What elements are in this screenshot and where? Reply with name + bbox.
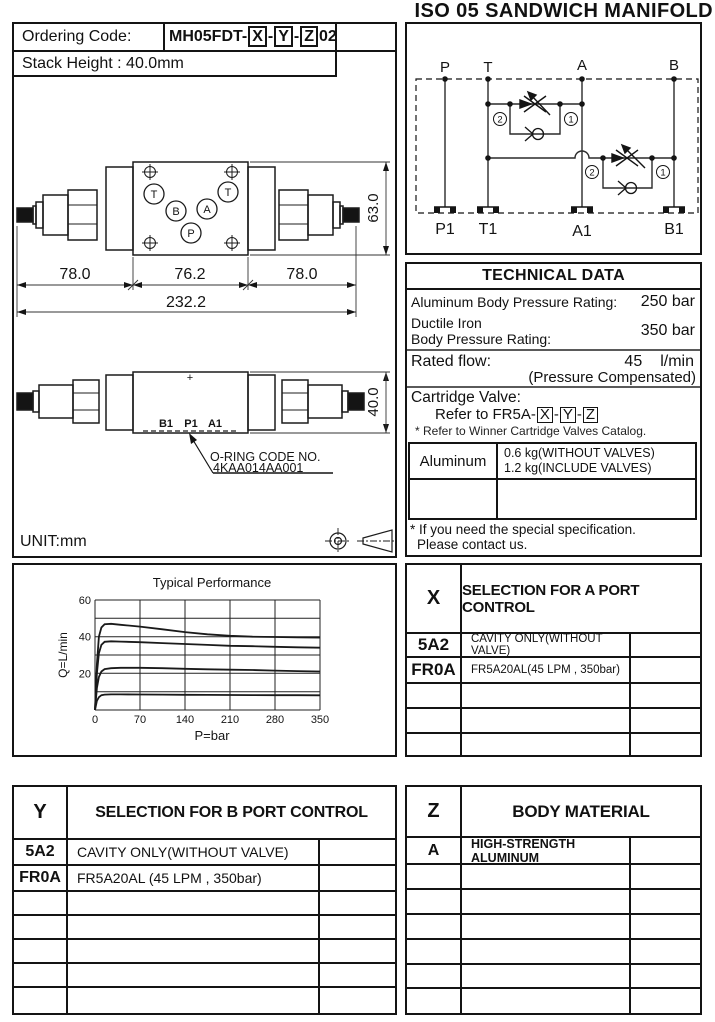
code-suffix: 02 (319, 28, 337, 45)
label-a1: A1 (572, 223, 592, 240)
performance-chart-plot (14, 565, 395, 755)
empty-cell (410, 480, 498, 518)
weight-line1: 0.6 kg(WITHOUT VALVES) (504, 446, 655, 460)
empty-cell (14, 964, 68, 988)
manifold-boundary (416, 79, 698, 213)
port-b: B (172, 206, 180, 218)
option-desc: FR5A20AL (45 LPM , 350bar) (68, 866, 320, 892)
empty-cell (407, 940, 462, 965)
weight-values-cell (498, 444, 695, 480)
option-desc: FR5A20AL(45 LPM , 350bar) (462, 658, 631, 684)
empty-cell (631, 940, 700, 965)
option-code: A (407, 838, 462, 865)
option-code: FR0A (14, 866, 68, 892)
label-p1: P1 (435, 221, 455, 238)
code-sep: - (267, 28, 274, 45)
empty-cell (462, 915, 631, 940)
empty-cell (631, 734, 700, 755)
ordering-code-row (12, 22, 397, 52)
aluminum-rating-label: Aluminum Body Pressure Rating: (411, 294, 618, 310)
option-code: FR0A (407, 658, 462, 684)
ductile-rating-value: 350 bar (640, 322, 695, 339)
body-material-table (405, 785, 702, 1015)
throttle-valve-b-icon (612, 145, 645, 168)
code-y-box: Y (274, 26, 293, 47)
empty-cell (462, 890, 631, 915)
empty-cell (68, 892, 320, 916)
empty-cell (68, 940, 320, 964)
x-tick-label: 140 (175, 714, 195, 726)
chart-xlabel: P=bar (194, 728, 230, 743)
note-line1: * If you need the special specification. (410, 522, 636, 537)
empty-cell (631, 838, 700, 865)
port-t-left: T (150, 189, 158, 201)
ordering-code-label: Ordering Code: (14, 24, 165, 50)
special-spec-note (410, 522, 636, 552)
empty-cell (407, 865, 462, 890)
selection-x-table (405, 563, 702, 757)
projection-symbol-icon (325, 528, 395, 554)
note-line2: Please contact us. (417, 537, 528, 552)
schematic-port-labels-bottom (435, 221, 684, 240)
x-tick-label: 350 (310, 714, 330, 726)
top-view-port-labels (151, 187, 232, 240)
schematic-panel (405, 22, 702, 255)
top-view-drawing (17, 162, 359, 255)
selection-x-header: SELECTION FOR A PORT CONTROL (462, 565, 700, 634)
y-tick-label: 40 (78, 631, 91, 644)
empty-cell (320, 988, 395, 1013)
dim-232-2: 232.2 (165, 294, 207, 311)
chart-ylabel: Q=L/min (56, 632, 70, 678)
cartridge-refer-line (435, 406, 599, 423)
cart-sep: - (553, 406, 559, 423)
empty-cell (320, 940, 395, 964)
plus-mark: + (186, 372, 194, 384)
empty-cell (407, 734, 462, 755)
empty-cell (407, 890, 462, 915)
empty-cell (320, 866, 395, 892)
chart-curve-setting-23-lpm (95, 668, 320, 710)
label-p: P (439, 59, 451, 76)
stack-height-row: Stack Height : 40.0mm (12, 52, 337, 77)
o-ring-title: O-RING CODE NO. (210, 450, 321, 464)
outline-drawing (14, 24, 395, 556)
option-code: 5A2 (14, 840, 68, 866)
empty-cell (337, 24, 395, 50)
empty-cell (407, 989, 462, 1013)
performance-chart-panel (12, 563, 397, 757)
right-adjuster-stub (343, 208, 359, 222)
ductile-label-line2: Body Pressure Rating: (411, 331, 552, 347)
option-code: 5A2 (407, 634, 462, 658)
selection-x-code: X (407, 565, 462, 634)
chart-curve-setting-8-lpm (95, 694, 320, 710)
flow-lines (445, 79, 674, 207)
page-title: ISO 05 SANDWICH MANIFOLD (414, 0, 713, 22)
code-prefix: MH05FDT- (169, 28, 248, 45)
valve-b-port1: 1 (660, 167, 666, 179)
code-sep: - (293, 28, 300, 45)
technical-data-header: TECHNICAL DATA (407, 264, 700, 290)
empty-cell (631, 709, 700, 734)
empty-cell (407, 965, 462, 989)
flow-note: (Pressure Compensated) (528, 369, 696, 386)
empty-cell (631, 634, 700, 658)
label-b: B (668, 57, 680, 74)
empty-cell (631, 865, 700, 890)
o-ring-code: 4KAA014AA001 (213, 461, 304, 475)
label-b1: B1 (664, 221, 684, 238)
cartridge-footnote: * Refer to Winner Cartridge Valves Catalog. (415, 424, 647, 438)
empty-cell (631, 915, 700, 940)
cart-z-box: Z (583, 407, 598, 423)
hydraulic-schematic (407, 24, 700, 253)
dim-78-left: 78.0 (59, 266, 91, 283)
outline-drawing-panel (12, 22, 397, 558)
chart-grid (95, 600, 320, 710)
rated-flow-label: Rated flow: (411, 352, 492, 370)
selection-y-header: SELECTION FOR B PORT CONTROL (68, 787, 395, 840)
cart-sep: - (576, 406, 582, 423)
empty-cell (631, 965, 700, 989)
aluminum-rating-value: 250 bar (640, 293, 695, 310)
port-a: A (203, 204, 211, 216)
empty-cell (14, 916, 68, 940)
chart-curve-setting-37-lpm (95, 641, 320, 710)
empty-cell (320, 892, 395, 916)
label-t1: T1 (478, 221, 498, 238)
ductile-rating-row (407, 314, 700, 348)
empty-cell (462, 684, 631, 709)
empty-cell (462, 940, 631, 965)
body-material-code: Z (407, 787, 462, 838)
empty-cell (14, 940, 68, 964)
empty-cell (320, 964, 395, 988)
y-tick-label: 60 (78, 595, 91, 607)
aluminum-rating-row (407, 290, 700, 314)
dim-76-2: 76.2 (174, 266, 206, 283)
valve-a-port2: 2 (497, 114, 503, 126)
weight-material-cell: Aluminum (410, 444, 498, 480)
side-view-port-labels (159, 418, 222, 430)
code-z-box: Z (300, 26, 318, 47)
dim-78-right: 78.0 (286, 266, 318, 283)
schematic-port-labels-top (440, 57, 679, 76)
port-a1: A1 (207, 418, 223, 430)
empty-cell (498, 480, 695, 518)
empty-cell (462, 734, 631, 755)
port-p1: P1 (184, 418, 198, 430)
empty-cell (14, 988, 68, 1013)
label-a: A (576, 57, 588, 74)
chart-title: Typical Performance (152, 575, 272, 590)
weight-table (408, 442, 697, 520)
empty-cell (462, 989, 631, 1013)
ordering-code-value (165, 24, 337, 50)
port-b1: B1 (158, 418, 174, 430)
empty-cell (407, 709, 462, 734)
dim-63-0: 63.0 (365, 193, 382, 223)
y-tick-label: 20 (78, 668, 91, 681)
valve-a-port1: 1 (568, 114, 574, 126)
ductile-label-line1: Ductile Iron (411, 315, 482, 331)
empty-cell (631, 989, 700, 1013)
left-adjuster-stub (17, 208, 33, 222)
empty-cell (462, 865, 631, 890)
cart-x-box: X (537, 407, 553, 423)
empty-cell (462, 709, 631, 734)
empty-cell (68, 964, 320, 988)
cartridge-prefix: Refer to FR5A- (435, 406, 536, 423)
x-tick-label: 70 (133, 714, 147, 726)
selection-y-code: Y (14, 787, 68, 840)
divider (407, 386, 700, 388)
technical-data-panel (405, 262, 702, 557)
body-material-header: BODY MATERIAL (462, 787, 700, 838)
rated-flow-value: 45 (624, 352, 643, 370)
cart-y-box: Y (560, 407, 576, 423)
empty-cell (462, 965, 631, 989)
empty-cell (631, 684, 700, 709)
option-desc: HIGH-STRENGTH ALUMINUM (462, 838, 631, 865)
rated-flow-unit: l/min (660, 352, 694, 370)
empty-cell (407, 915, 462, 940)
x-tick-label: 280 (265, 714, 285, 726)
unit-note: UNIT:mm (20, 533, 87, 550)
option-desc: CAVITY ONLY(WITHOUT VALVE) (68, 840, 320, 866)
code-x-box: X (248, 26, 267, 47)
empty-cell (14, 892, 68, 916)
empty-cell (68, 916, 320, 940)
weight-line2: 1.2 kg(INCLUDE VALVES) (504, 461, 652, 475)
port-p: P (187, 228, 195, 240)
empty-cell (407, 684, 462, 709)
empty-cell (631, 658, 700, 684)
x-tick-label: 210 (220, 714, 240, 726)
chart-xticks (92, 714, 329, 726)
port-t-right: T (224, 187, 232, 199)
chart-yticks (79, 595, 91, 680)
o-ring-callout (189, 433, 333, 475)
empty-cell (68, 988, 320, 1013)
x-tick-label: 0 (91, 714, 99, 726)
cartridge-valve-label: Cartridge Valve: (411, 389, 521, 406)
empty-cell (320, 840, 395, 866)
dim-40-0: 40.0 (365, 387, 382, 417)
selection-y-table (12, 785, 397, 1015)
empty-cell (320, 916, 395, 940)
valve-b-port2: 2 (589, 167, 595, 179)
option-desc: CAVITY ONLY(WITHOUT VALVE) (462, 634, 631, 658)
divider (407, 349, 700, 351)
label-t: T (483, 59, 493, 76)
empty-cell (631, 890, 700, 915)
interface-port-symbols (434, 207, 685, 213)
